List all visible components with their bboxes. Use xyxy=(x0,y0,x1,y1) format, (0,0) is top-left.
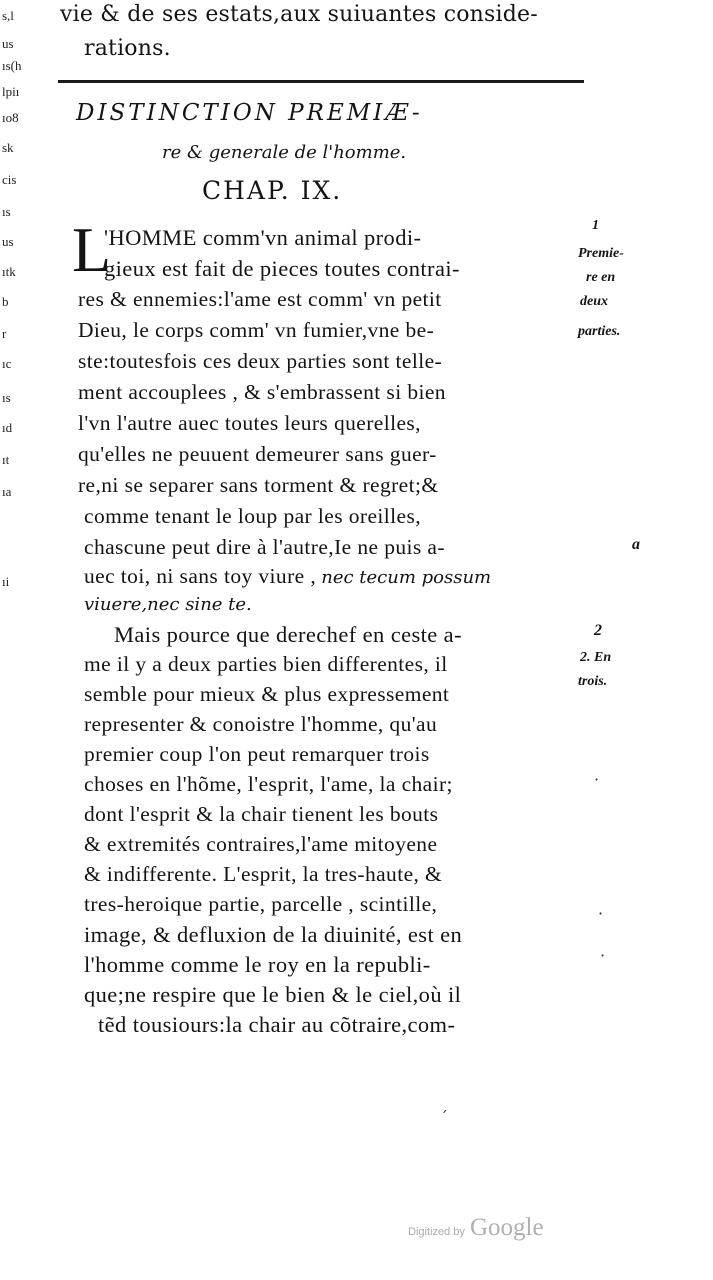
margin-note: trois. xyxy=(578,674,608,689)
scan-speck: · xyxy=(598,904,604,923)
top-line: rations. xyxy=(84,36,171,61)
text-line: Mais pource que derechef en ceste a- xyxy=(114,622,462,647)
chapter-heading: CHAP. IX. xyxy=(202,176,343,205)
text-line: que;ne respire que le bien & le ciel,où il xyxy=(84,982,462,1007)
gutter-mark: ıtk xyxy=(2,264,16,279)
margin-note: deux xyxy=(580,294,608,309)
gutter-mark: ıs xyxy=(2,390,11,405)
gutter-mark: ıa xyxy=(2,484,12,499)
text-line: tres-heroique partie, parcelle , scintille, xyxy=(84,892,438,916)
gutter-mark: us xyxy=(2,234,14,249)
latin-quote: viuere,nec sine te. xyxy=(84,594,252,615)
text-line: gieux est fait de pieces toutes contrai- xyxy=(104,256,460,281)
text-line: ste:toutesfois ces deux parties sont telle- xyxy=(78,349,443,373)
gutter-mark: ıc xyxy=(2,356,12,371)
gutter-mark: ıs xyxy=(2,204,11,219)
distinction-heading: DISTINCTION PREMIÆ- xyxy=(76,100,423,126)
text-line: l'vn l'autre auec toutes leurs querelles, xyxy=(78,411,421,435)
text-line: ment accouplees , & s'embrassent si bien xyxy=(78,380,446,404)
text-line: tẽd tousiours:la chair au cõtraire,com- xyxy=(98,1012,456,1037)
margin-note: 2. En xyxy=(580,650,612,665)
text-line: 'HOMME comm'vn animal prodi- xyxy=(104,225,422,250)
gutter-mark: us xyxy=(2,36,14,51)
margin-note: re en xyxy=(586,270,616,285)
text-line: chascune peut dire à l'autre,Ie ne puis a- xyxy=(84,535,445,559)
text-line: dont l'esprit & la chair tienent les bouts xyxy=(84,802,439,826)
gutter-mark: b xyxy=(2,294,9,309)
text-fragment: uec toi, ni sans toy viure , xyxy=(84,564,317,588)
gutter-mark: ıt xyxy=(2,452,10,467)
digitized-watermark xyxy=(408,1214,544,1242)
margin-note-number: 2 xyxy=(594,622,602,639)
gutter-mark: lpiı xyxy=(2,84,20,99)
text-line: choses en l'hõme, l'esprit, l'ame, la chair; xyxy=(84,772,453,796)
google-logo: Google xyxy=(469,1214,544,1241)
text-line: semble pour mieux & plus expressement xyxy=(84,682,450,706)
margin-note-marker: a xyxy=(632,536,640,553)
drop-cap: L xyxy=(72,214,112,285)
scan-speck: · xyxy=(594,770,600,789)
gutter-mark: ıi xyxy=(2,574,10,589)
margin-note-number: 1 xyxy=(592,218,599,233)
distinction-subtitle: re & generale de l'homme. xyxy=(162,142,407,163)
text-line: re,ni se separer sans torment & regret;& xyxy=(78,473,439,497)
text-line: & extremités contraires,l'ame mitoyene xyxy=(84,832,438,856)
top-line: vie & de ses estats,aux suiuantes conside- xyxy=(60,2,538,27)
margin-note: Premie- xyxy=(578,246,624,261)
text-line xyxy=(84,564,491,589)
latin-quote: nec tecum possum xyxy=(321,567,492,588)
gutter-mark: ıo8 xyxy=(2,110,19,125)
digitized-label: Digitized by xyxy=(408,1226,465,1238)
gutter-mark: r xyxy=(2,326,7,341)
text-line: l'homme comme le roy en la republi- xyxy=(84,952,431,977)
text-line: premier coup l'on peut remarquer trois xyxy=(84,742,430,766)
text-line: image, & defluxion de la diuinité, est en xyxy=(84,922,463,947)
text-line: Dieu, le corps comm' vn fumier,vne be- xyxy=(78,318,435,342)
section-rule xyxy=(58,80,584,83)
gutter-mark: sk xyxy=(2,140,14,155)
text-line: & indifferente. L'esprit, la tres-haute, & xyxy=(84,862,443,886)
text-line: comme tenant le loup par les oreilles, xyxy=(84,504,421,528)
margin-note: parties. xyxy=(578,324,621,339)
text-line: qu'elles ne peuuent demeurer sans guer- xyxy=(78,442,437,466)
gutter-mark: ıd xyxy=(2,420,13,435)
text-line: me il y a deux parties bien differentes, il xyxy=(84,652,448,676)
gutter-mark: ıs(h xyxy=(2,58,22,73)
scan-speck: · xyxy=(600,946,606,965)
scan-speck: ˊ xyxy=(440,1108,448,1127)
text-line: representer & conoistre l'homme, qu'au xyxy=(84,712,438,736)
text-line: res & ennemies:l'ame est comm' vn petit xyxy=(78,287,442,311)
gutter-mark: s,l xyxy=(2,8,14,23)
gutter-mark: cis xyxy=(2,172,17,187)
